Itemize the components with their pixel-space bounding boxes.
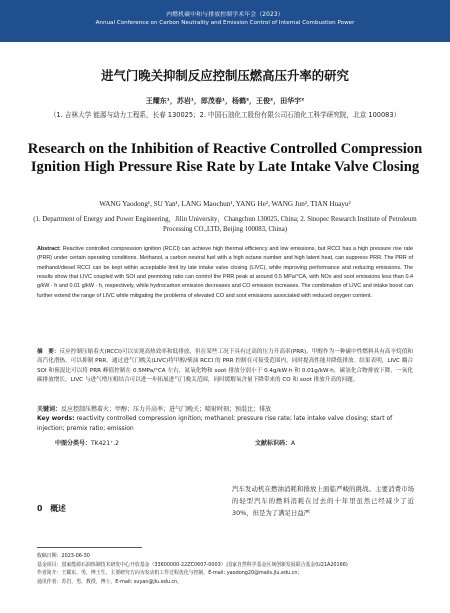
keywords-cn-text: 反应控制压燃着火；甲醇；压力升高率；进气门晚关；喷射时刻；预混比；排放: [61, 406, 272, 413]
keywords-cn: [37, 405, 413, 414]
conference-title-en: Annual Conference on Carbon Neutrality and Emission Control of Internal Combustion Power: [95, 20, 355, 26]
classification-value: TK421⁺.2: [91, 440, 119, 447]
document-code-value: A: [291, 440, 296, 447]
footnote-divider: [37, 547, 142, 548]
paper-title-cn: 进气门晚关抑制反应控制压燃高压升率的研究: [101, 68, 349, 83]
affiliation-en: (1. Department of Energy and Power Engineering，Jilin University，Changchun 130025, China; 2. Sinopec Research Institute of Petroleum Processing CO.,LTD, Beijing 100083, China): [33, 216, 417, 233]
keywords-en-text: reactivity controlled compression ignition; methanol; pressure rise rate; late intake valve closing; start of injection; premix ratio; emission: [37, 415, 393, 432]
abstract-label: Abstract:: [37, 246, 61, 252]
section-heading: 0 概述: [37, 504, 66, 513]
document-code-label: 文献标识码：: [255, 440, 292, 447]
keywords-en: [37, 414, 413, 433]
abstract-en: [37, 245, 413, 301]
footnote-received: 收稿日期：2023-06-30: [37, 553, 90, 559]
keywords-en-label: Key words:: [37, 415, 75, 422]
abstract-cn: [37, 348, 413, 385]
document-code: [255, 438, 295, 447]
keywords-cn-label: 关键词：: [37, 406, 62, 413]
classification-label: 中图分类号：: [55, 440, 92, 447]
affiliation-cn: （1. 吉林大学 能源与动力工程系，长春 130025；2. 中国石油化工股份有限公司石油化工科学研究院，北京 100083）: [49, 111, 401, 119]
conference-title-cn: 内燃机碳中和与排放控制学术年会（2023）: [166, 12, 284, 18]
footnote-author-bio: 作者简介：王耀东，男，博士生，主要研究方向为发动机工作过程优化与控制，E-mail: yaodong20@mails.jlu.edu.cn；: [37, 570, 303, 577]
authors-en: WANG Yaodong¹, SU Yan¹, LANG Maochun¹, YANG He², WANG Jun², TIAN Huayu²: [99, 200, 351, 208]
abstract-cn-text: 反应控制压缩着火(RCCI)可以实现高热效率和低排放，但在某些工况下具有过高的压力升高率(PRR)。甲醇作为一种碳中性燃料具有高辛烷值和高汽化潜热，可以抑制 PRR。通过进气门晚关(LIVC)将甲醇/柴油 RCCI 的 PRR 控制在可接受范围内，同时提高性能并降低排放。结果表明，LIVC 耦合 SOI 和预混比可以将 PRR 峰值控制在 0.5MPa/°CA 左右，氮氧化物和 soot 排放分别小于 0.4g/kW·h 和 0.01g/kW·h，碳氢化合物排放下降，一氧化碳排放增长。LIVC 与进气增压相结合可以进一步拓展进气门晚关范围，同时缓解氧含量下降带来的 CO 和 soot 排放升高的问题。: [37, 349, 413, 384]
footnotes: [37, 552, 413, 586]
abstract-text: Reactive controlled compression ignition (RCCI) can achieve high thermal efficiency and low emissions, but RCCI has a high pressure rise rate (PRR) under certain operating conditions. Methanol, a carbon neutral fuel with a high octane number and high latent heat, can suppress PRR. The PRR of methanol/diesel RCCI can be kept within acceptable limit by late intake valve closing (LIVC), while improving performance and reducing emissions. The results show that LIVC coupled with SOI and premixing ratio can control the PRR peak at around 0.5 MPa/°CA, with NOx and soot emissions less than 0.4 g/kW · h and 0.01 g/kW · h, respectively, while hydrocarbon emission decreases and CO emission increases. The combination of LIVC and intake boost can further extend the range of LIVC while mitigating the problems of elevated CO and soot emissions associated with reduced oxygen content.: [37, 246, 414, 299]
footnote-corresponding: 通讯作者：苏岩，男，教授，博士，E-mail: suyan@jlu.edu.cn。: [37, 578, 183, 585]
body-paragraph: 汽车发动机在燃油消耗和排放上面临严峻的挑战。主要消费市场的轻型汽车的燃料消耗在过去的十年里虽然已经减少了近 30%，但是为了满足日益严: [232, 485, 414, 518]
conference-header: [0, 0, 450, 42]
classification-number: [55, 438, 119, 447]
paper-title-en: Research on the Inhibition of Reactive Controlled Compression Ignition High Pressure Rise Rate by Late Intake Valve Closing: [27, 141, 423, 175]
abstract-cn-label: 摘 要：: [37, 349, 60, 355]
authors-cn: 王耀东¹，苏岩¹，郎茂春¹，杨鹤²，王俊²，田华宇²: [145, 97, 305, 105]
footnote-funding: 基金项目：国家能源石油炼制技术研发中心开放基金（33600000-22ZC0607-0003）;国家自然科学基金区域创新发展联合基金(U21A20166): [37, 561, 348, 568]
